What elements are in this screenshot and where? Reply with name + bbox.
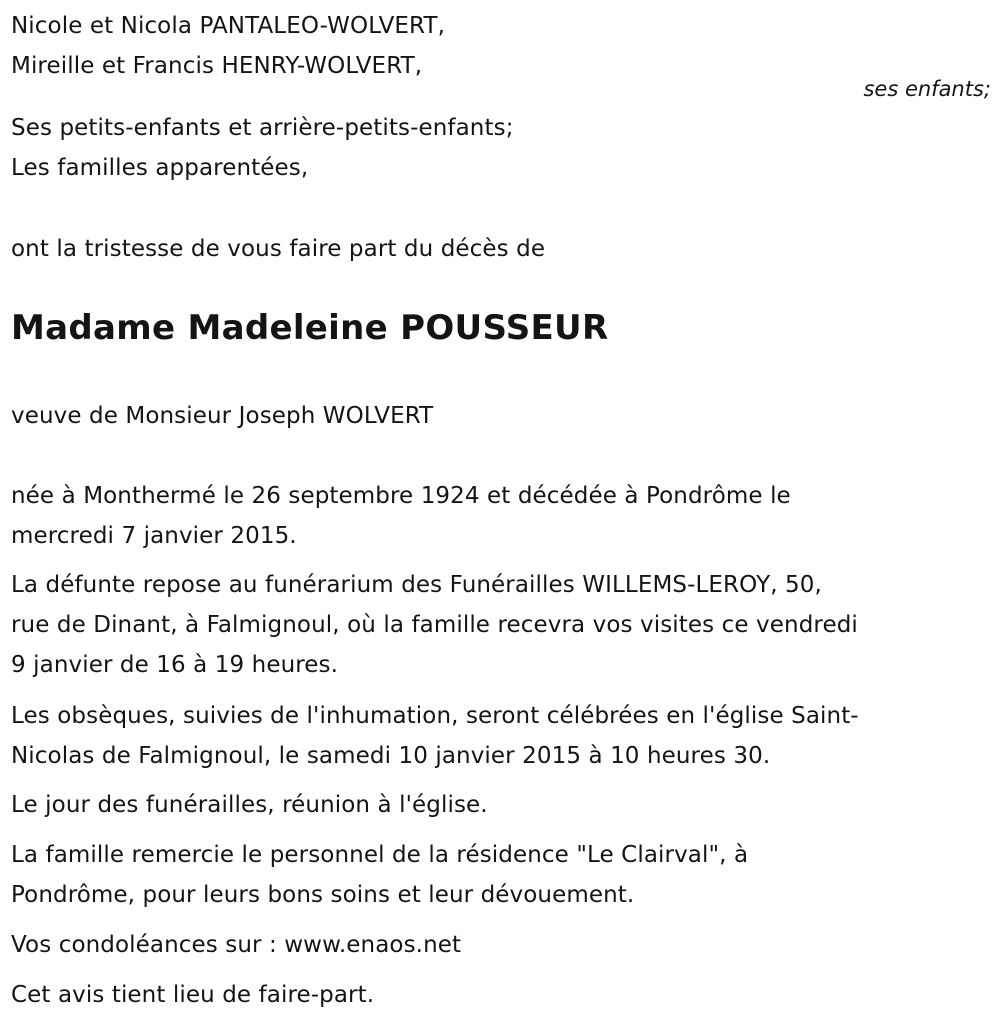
family-line-2: Mireille et Francis HENRY-WOLVERT, (11, 53, 423, 79)
notice-text: Cet avis tient lieu de faire-part. (11, 982, 375, 1008)
family-line-1: Nicole et Nicola PANTALEO-WOLVERT, (11, 13, 446, 39)
relatives-line-2: Les familles apparentées, (11, 155, 309, 181)
birth-death-line-2: mercredi 7 janvier 2015. (11, 523, 297, 549)
birth-death-line-1: née à Monthermé le 26 septembre 1924 et décédée à Pondrôme le (11, 483, 791, 509)
funerarium-line-3: 9 janvier de 16 à 19 heures. (11, 652, 339, 678)
family-role-note: ses enfants; (863, 77, 991, 101)
thanks-line-1: La famille remercie le personnel de la résidence "Le Clairval", à (11, 842, 749, 868)
condolences-text: Vos condoléances sur : www.enaos.net (11, 932, 462, 958)
obsequies-line-2: Nicolas de Falmignoul, le samedi 10 janvier 2015 à 10 heures 30. (11, 743, 771, 769)
thanks-line-2: Pondrôme, pour leurs bons soins et leur dévouement. (11, 882, 635, 908)
funerarium-line-2: rue de Dinant, à Falmignoul, où la famille recevra vos visites ce vendredi (11, 612, 858, 638)
obsequies-line-1: Les obsèques, suivies de l'inhumation, seront célébrées en l'église Saint- (11, 703, 859, 729)
relatives-line-1: Ses petits-enfants et arrière-petits-enfants; (11, 115, 514, 141)
funerarium-line-1: La défunte repose au funérarium des Funérailles WILLEMS-LEROY, 50, (11, 572, 822, 598)
reunion-text: Le jour des funérailles, réunion à l'église. (11, 792, 488, 818)
deceased-name: Madame Madeleine POUSSEUR (11, 308, 609, 348)
widow-of-text: veuve de Monsieur Joseph WOLVERT (11, 403, 434, 429)
announcement-text: ont la tristesse de vous faire part du décès de (11, 236, 546, 262)
